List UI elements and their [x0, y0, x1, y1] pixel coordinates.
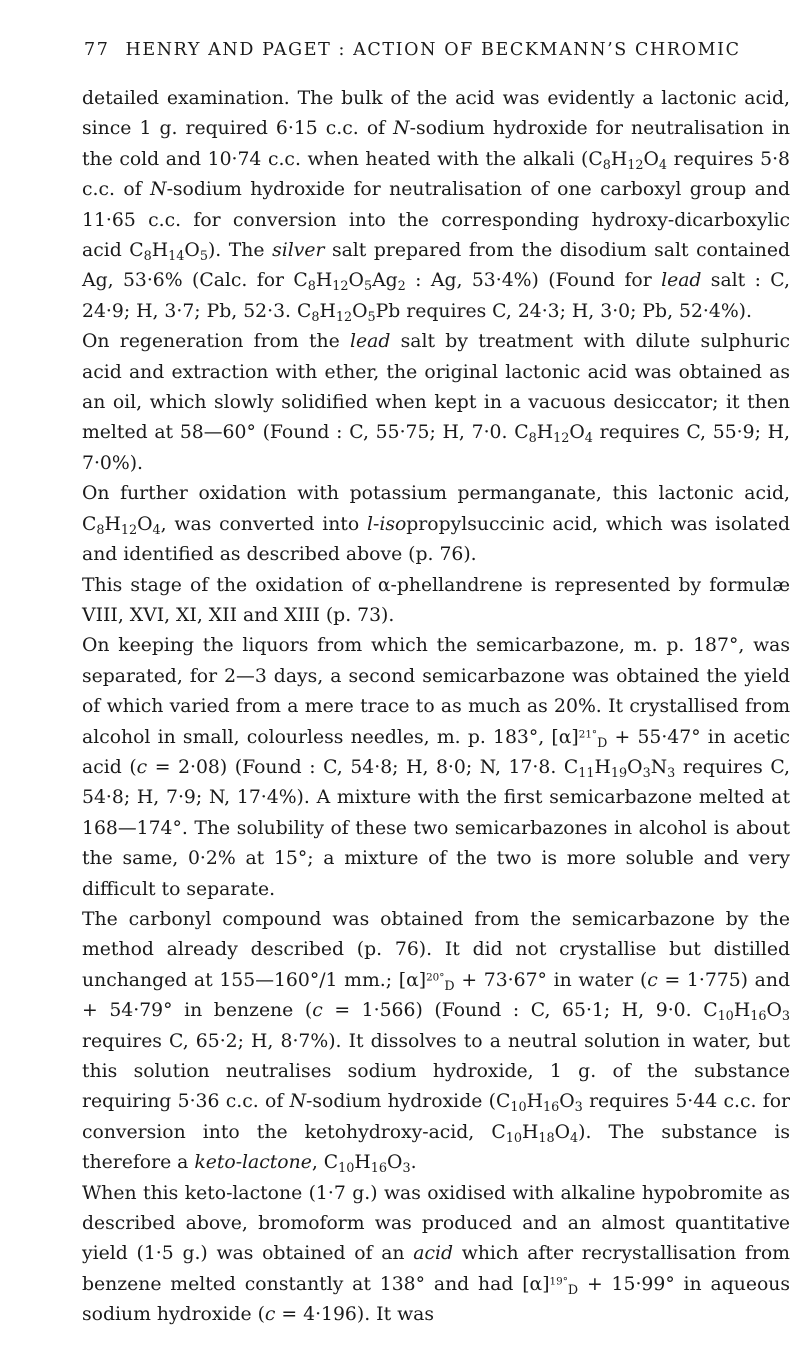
paragraph: On keeping the liquors from which the semicarbazone, m. p. 187°, was separated, for 2—3 days, a second semicarbazone was obtained the yield of which varied from a mere trace to as much as 20%. It crystallised from alcohol in small, colourless needles, m. p. 183°, $[\alpha]^{21^\circ}_D + 55\cdot 47^\circ$ in acetic acid (c = 2·08) (Found : C, 54·8; H, 8·0; N, 17·8. $C_{11}H_{19}O_3N_3$ requires C, 54·8; H, 7·9; N, 17·4%). A mixture with the first semicarbazone melted at 168—174°. The solubility of these two semicarbazones in alcohol is about the same, 0·2% at 15°; a mixture of the two is more soluble and very difficult to separate.: [82, 635, 791, 900]
paragraph: The carbonyl compound was obtained from the semicarbazone by the method already described (p. 76). It did not crystallise but distilled unchanged at 155—160°/1 mm.; $[\alpha]^{20^\circ}_D + 73\cdot 67^\circ$ in water (c = 1·775) and + 54·79° in benzene (c = 1·566) (Found : C, 65·1; H, 9·0. $C_{10}H_{16}O_3$ requires C, 65·2; H, 8·7%). It dissolves to a neutral solution in water, but this solution neutralises sodium hydroxide, 1 g. of the substance requiring 5·36 c.c. of N-sodium hydroxide ($C_{10}H_{16}O_3$ requires 5·44 c.c. for conversion into the ketohydroxy-acid, $C_{10}H_{18}O_4$). The substance is therefore a keto-lactone, $C_{10}H_{16}O_3$.: [82, 908, 790, 1177]
paragraph: On further oxidation with potassium permanganate, this lactonic acid, $C_8H_{12}O_4$, was converted into l-isopropylsuccinic acid, which was isolated and identified as described above (p. 76).: [82, 483, 790, 566]
paragraph: When this keto-lactone (1·7 g.) was oxidised with alkaline hypobromite as described above, bromoform was produced and an almost quantitative yield (1·5 g.) was obtained of an acid which after recrystallisation from benzene melted constantly at 138° and had $[\alpha]^{19^\circ}_D + 15\cdot 99^\circ$ in aqueous sodium hydroxide (c = 4·196). It was: [82, 1182, 790, 1326]
page-number: 77: [84, 40, 110, 60]
paragraph: On regeneration from the lead salt by treatment with dilute sulphuric acid and extraction with ether, the original lactonic acid was obtained as an oil, which slowly solidified when kept in a vacuous desiccator; it then melted at 58—60° (Found : C, 55·75; H, 7·0. $C_8H_{12}O_4$ requires C, 55·9; H, 7·0%).: [82, 331, 791, 474]
paragraph: detailed examination. The bulk of the acid was evidently a lactonic acid, since 1 g. required 6·15 c.c. of N-sodium hydroxide for neutralisation in the cold and 10·74 c.c. when heated with the alkali ($C_8H_{12}O_4$ requires 5·8 c.c. of N-sodium hydroxide for neutralisation of one carboxyl group and 11·65 c.c. for conversion into the corresponding hydroxy-dicarboxylic acid $C_8H_{14}O_5$). The silver salt prepared from the disodium salt contained Ag, 53·6% (Calc. for $C_8H_{12}O_5Ag_2$ : Ag, 53·4%) (Found for lead salt : C, 24·9; H, 3·7; Pb, 52·3. $C_8H_{12}O_5Pb$ requires C, 24·3; H, 3·0; Pb, 52·4%).: [82, 88, 790, 325]
running-title: HENRY AND PAGET : ACTION OF BECKMANN’S CHROMIC: [125, 40, 741, 60]
paragraph: This stage of the oxidation of α-phellandrene is represented by formulæ VIII, XVI, XI, XII and XIII (p. 73).: [82, 574, 790, 626]
running-header: [84, 40, 784, 60]
article-body: [82, 84, 790, 1331]
